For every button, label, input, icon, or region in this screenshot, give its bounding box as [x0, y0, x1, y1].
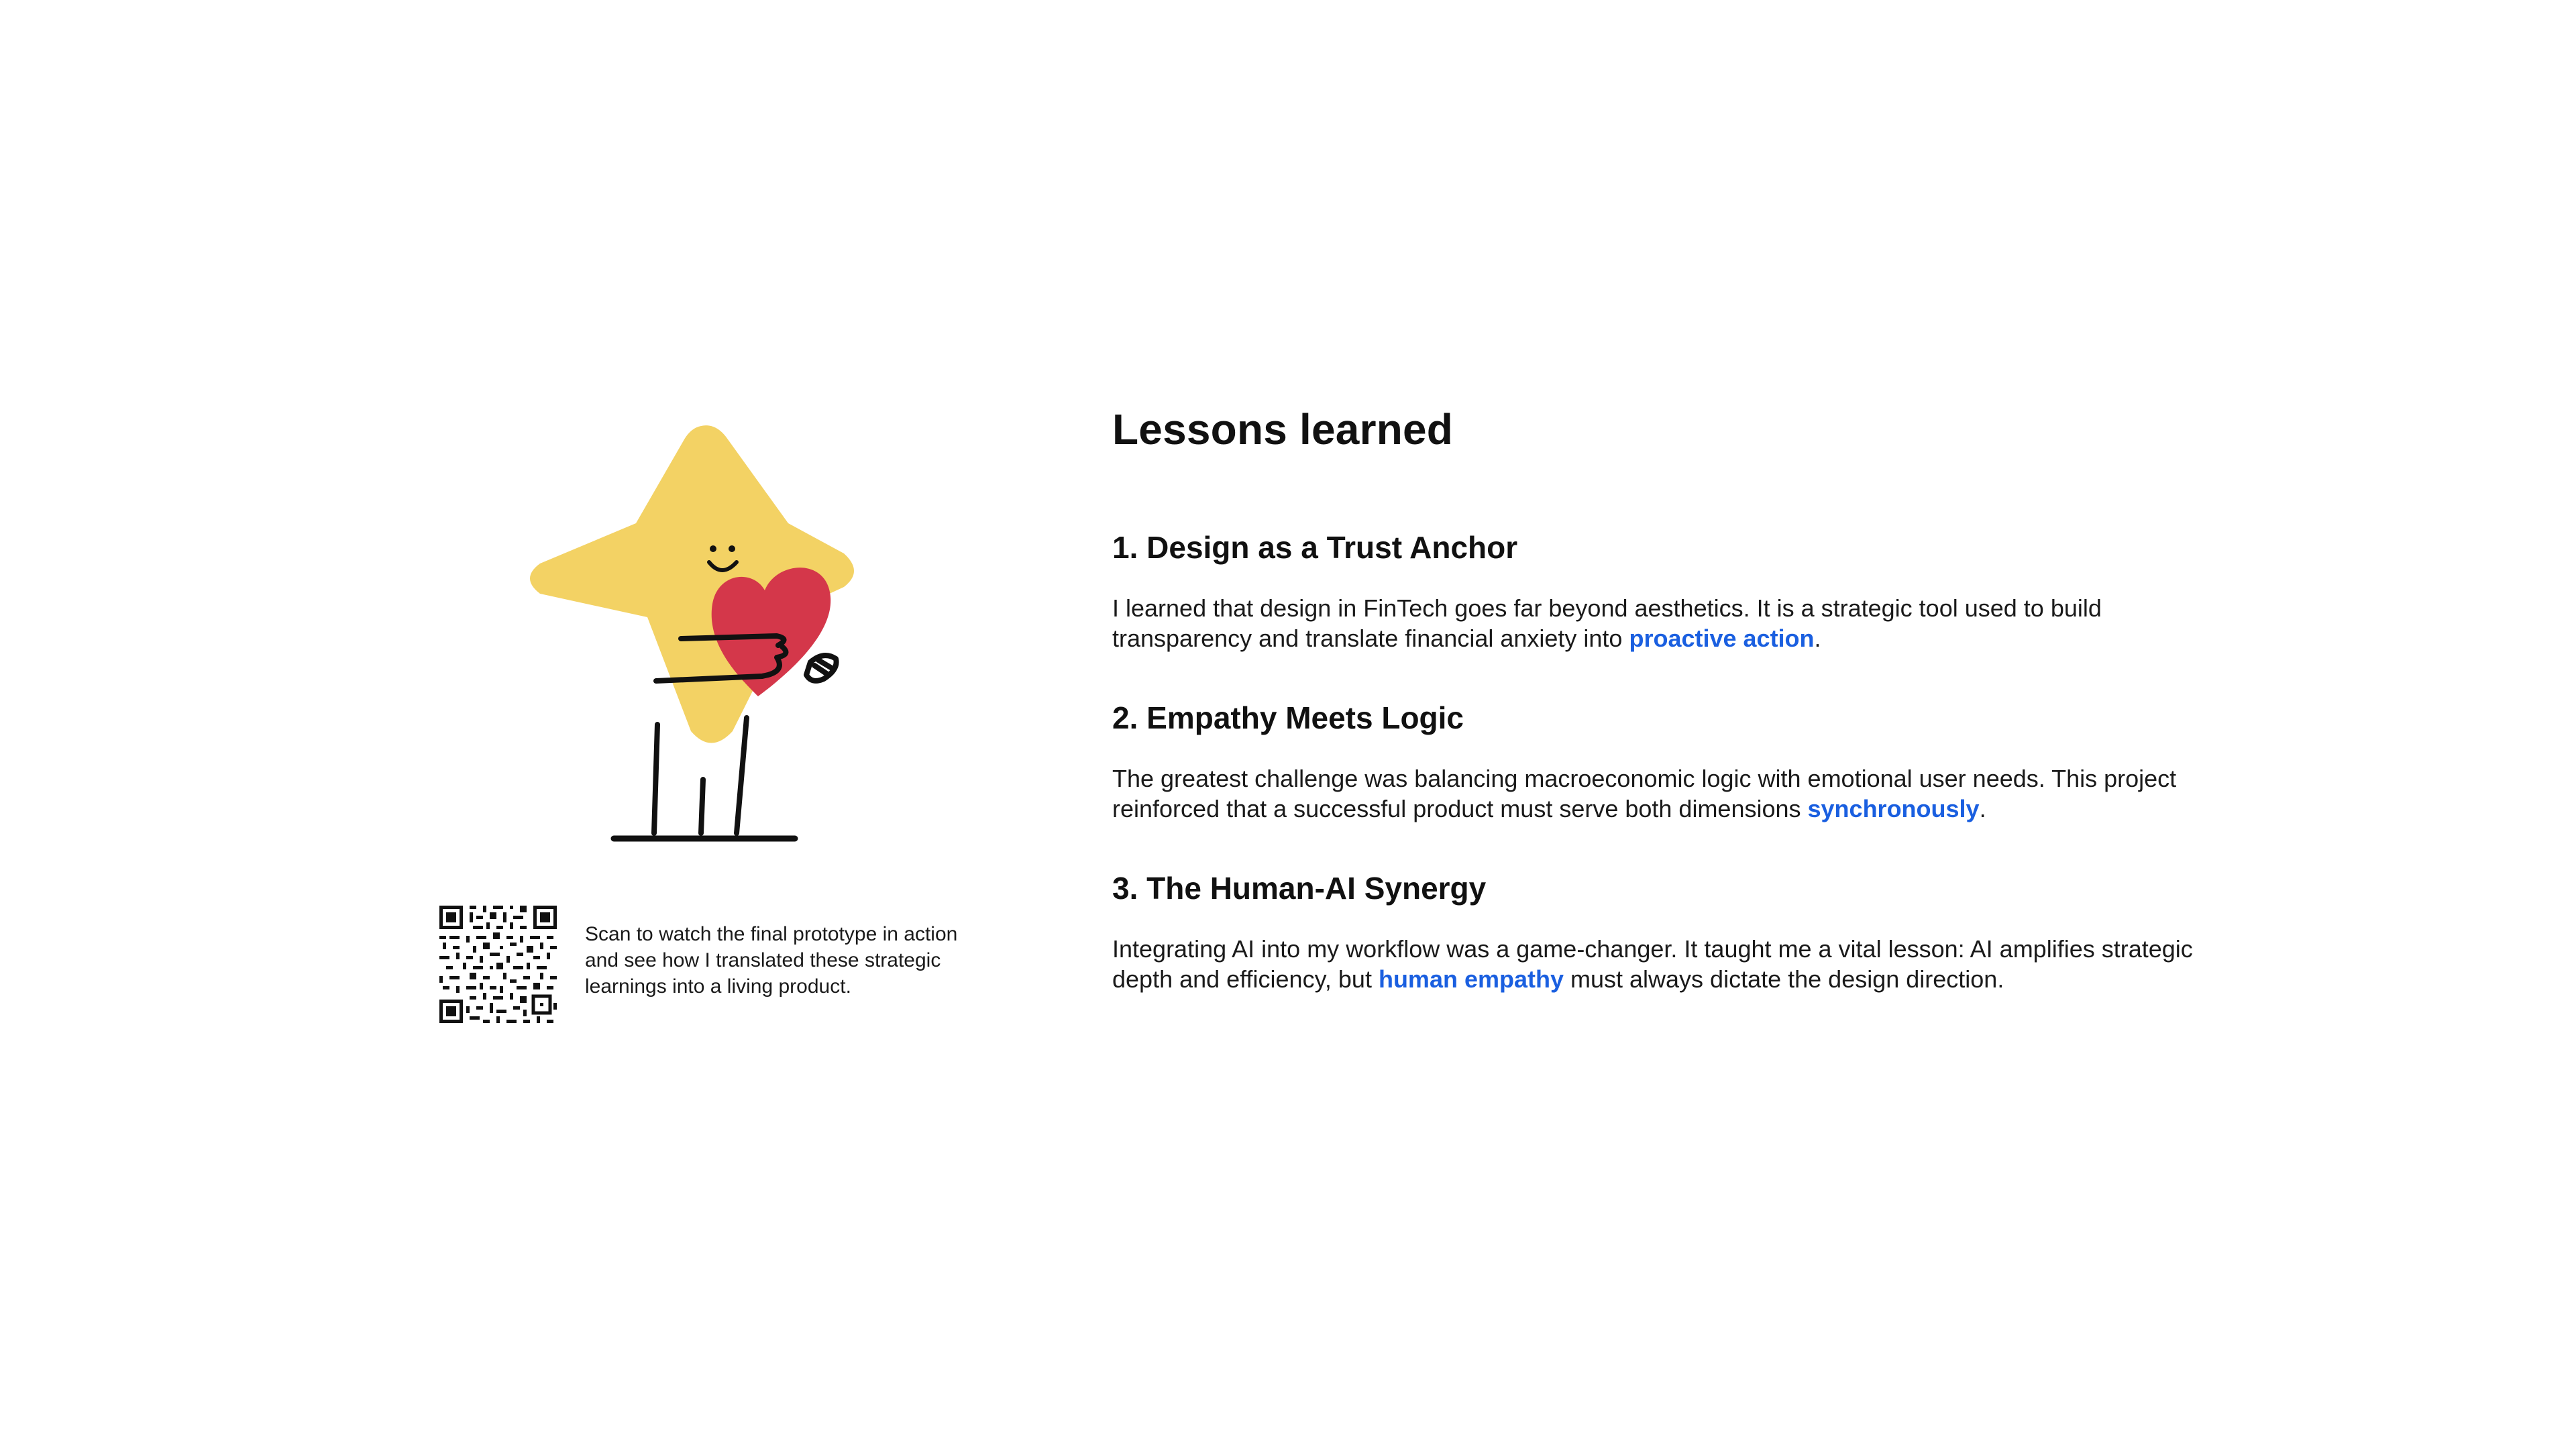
page-title: Lessons learned: [1112, 405, 1454, 453]
qr-code-icon[interactable]: [436, 902, 560, 1026]
section-heading-empathy-logic: 2. Empathy Meets Logic: [1112, 700, 1464, 735]
body-text-end: must always dictate the design direction.: [1564, 965, 2004, 993]
star-heart-illustration: [523, 423, 899, 859]
body-text: The greatest challenge was balancing macroeconomic logic with emotional user needs. This project reinforced that a successful product must serve both dimensions: [1112, 765, 2177, 822]
body-text-end: .: [1814, 625, 1821, 652]
body-text: Integrating AI into my workflow was a game-changer. It taught me a vital lesson: AI amplifies strategic depth and efficiency, but: [1112, 935, 2193, 993]
section-body-empathy-logic: [1112, 763, 2212, 824]
body-text: I learned that design in FinTech goes far beyond aesthetics. It is a strategic tool used to build transparency and translate financial anxiety into: [1112, 594, 2102, 652]
highlight-text: human empathy: [1378, 965, 1564, 993]
star-eye-right: [729, 545, 735, 552]
highlight-text: synchronously: [1807, 795, 1980, 822]
section-body-human-ai: [1112, 934, 2212, 994]
highlight-text: proactive action: [1629, 625, 1815, 652]
body-text-end: .: [1979, 795, 1986, 822]
section-body-trust-anchor: [1112, 593, 2212, 653]
section-heading-trust-anchor: 1. Design as a Trust Anchor: [1112, 530, 1518, 565]
star-eye-left: [710, 545, 716, 552]
lessons-content: [1112, 397, 2212, 994]
qr-caption: Scan to watch the final prototype in action and see how I translated these strategic learnings into a living product.: [585, 923, 958, 998]
section-heading-human-ai: 3. The Human-AI Synergy: [1112, 871, 1487, 906]
